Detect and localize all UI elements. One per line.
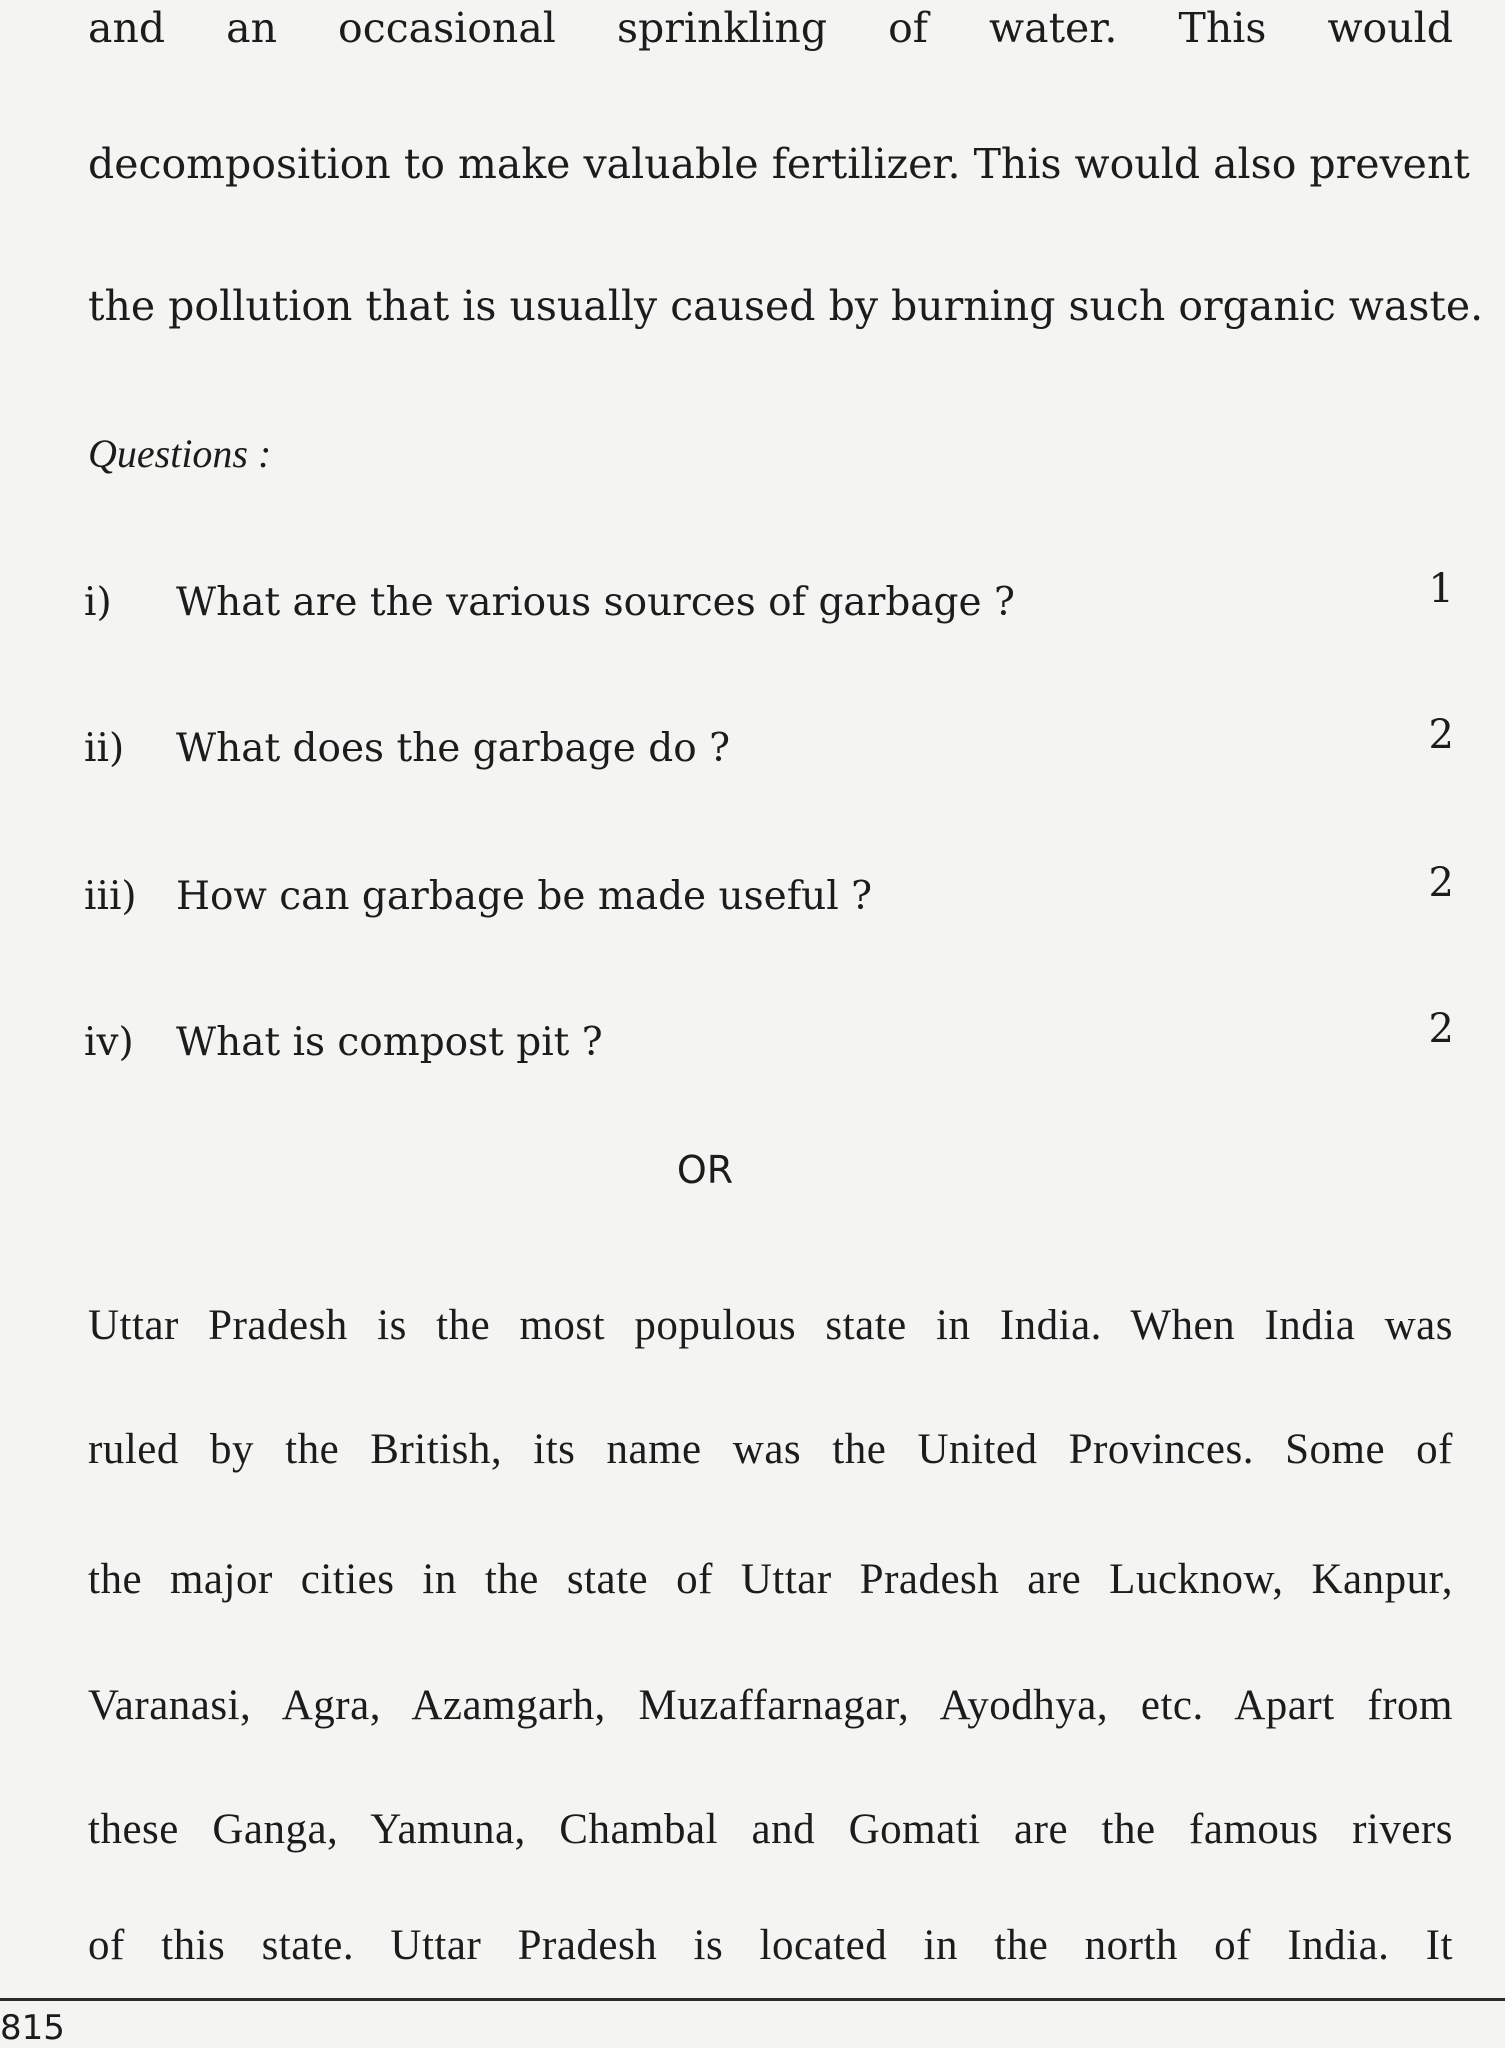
question-number: iii)	[84, 874, 137, 919]
question-row	[84, 566, 1454, 636]
question-marks: 2	[1428, 860, 1454, 906]
question-text: What is compost pit ?	[176, 1020, 603, 1065]
or-separator: OR	[676, 1148, 734, 1192]
passage-bottom-line-4: Varanasi, Agra, Azamgarh, Muzaffarnagar, Ayodhya, etc. Apart from	[88, 1682, 1453, 1729]
question-text: What does the garbage do ?	[176, 726, 730, 771]
passage-bottom-line-6: of this state. Uttar Pradesh is located in the north of India. It	[88, 1922, 1453, 1969]
question-number: ii)	[84, 726, 125, 771]
passage-top-line-1: and an occasional sprinkling of water. This would	[88, 4, 1453, 52]
passage-bottom-line-1: Uttar Pradesh is the most populous state in India. When India was	[88, 1302, 1453, 1349]
question-marks: 1	[1428, 566, 1454, 612]
question-number: iv)	[84, 1020, 134, 1065]
passage-top-line-2: decomposition to make valuable fertilizer. This would also prevent	[88, 140, 1470, 188]
question-marks: 2	[1428, 1006, 1454, 1052]
question-number: i)	[84, 580, 112, 625]
question-row	[84, 712, 1454, 782]
passage-bottom-line-2: ruled by the British, its name was the United Provinces. Some of	[88, 1426, 1453, 1473]
footer-rule	[0, 1998, 1505, 2001]
passage-bottom-line-3: the major cities in the state of Uttar Pradesh are Lucknow, Kanpur,	[88, 1556, 1453, 1603]
question-marks: 2	[1428, 712, 1454, 758]
question-row	[84, 860, 1454, 930]
footer-code: 815	[0, 2008, 65, 2048]
passage-bottom-line-5: these Ganga, Yamuna, Chambal and Gomati are the famous rivers	[88, 1806, 1453, 1853]
questions-heading: Questions :	[88, 431, 272, 476]
passage-top-line-3: the pollution that is usually caused by burning such organic waste.	[88, 282, 1484, 330]
question-text: How can garbage be made useful ?	[176, 874, 873, 919]
question-row	[84, 1006, 1454, 1076]
question-text: What are the various sources of garbage ?	[176, 580, 1015, 625]
